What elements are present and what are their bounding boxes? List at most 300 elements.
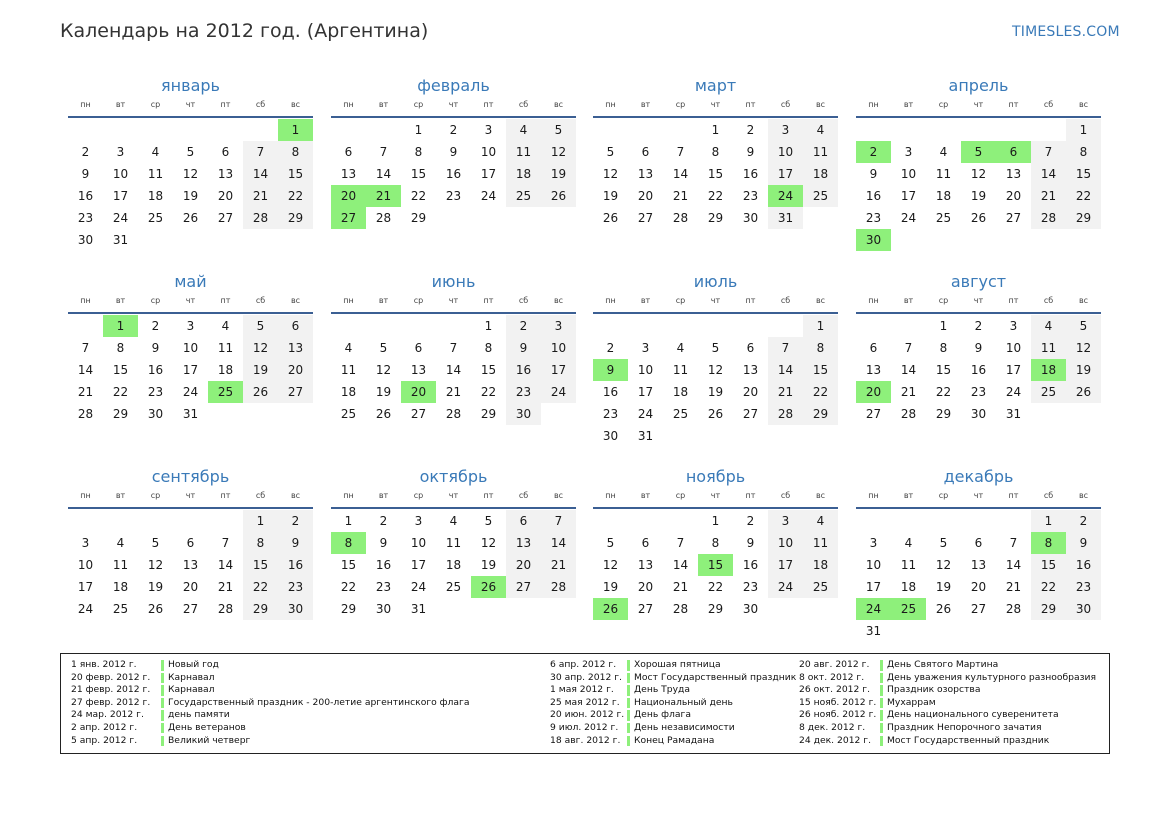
weekday-label: пт [483, 100, 494, 109]
day-cell: 15 [112, 363, 129, 377]
day-cell: 22 [707, 189, 724, 203]
month-2 [331, 76, 576, 266]
day-cell: 26 [541, 185, 576, 207]
day-cell: 12 [935, 558, 952, 572]
weekday-header [331, 491, 576, 503]
weekday-label: пт [745, 491, 756, 500]
day-cell: 1 [344, 514, 353, 528]
day-cell: 1 [803, 315, 838, 337]
day-cell: 23 [77, 211, 94, 225]
day-cell: 15 [1066, 163, 1101, 185]
weekday-label: вт [115, 296, 126, 305]
month-11 [593, 467, 838, 657]
day-cell: 26 [375, 407, 392, 421]
day-cell: 28 [243, 207, 278, 229]
weekday-header [331, 296, 576, 308]
day-cell: 11 [803, 141, 838, 163]
weekday-label: вс [1078, 100, 1089, 109]
day-cell: 6 [221, 145, 230, 159]
day-cell: 11 [506, 141, 541, 163]
day-cell: 21 [445, 385, 462, 399]
day-cell: 18 [935, 189, 952, 203]
day-cell: 20 [506, 554, 541, 576]
holiday-marker [161, 660, 164, 671]
weekday-label: вт [378, 100, 389, 109]
day-cell: 18 [900, 580, 917, 594]
holiday-day-cell: 26 [471, 576, 506, 598]
day-cell: 24 [900, 211, 917, 225]
day-cell: 6 [414, 341, 423, 355]
day-cell: 16 [970, 363, 987, 377]
holiday-date: 30 апр. 2012 г. [550, 671, 622, 683]
holiday-marker [880, 660, 883, 671]
day-cell: 18 [112, 580, 129, 594]
day-cell: 9 [1066, 532, 1101, 554]
holiday-marker [161, 736, 164, 747]
day-cell: 25 [803, 576, 838, 598]
day-cell: 23 [742, 580, 759, 594]
day-cell: 18 [803, 163, 838, 185]
weekday-label: чт [710, 296, 721, 305]
month-divider [68, 116, 313, 118]
day-cell: 12 [1066, 337, 1101, 359]
weekday-label: вс [815, 100, 826, 109]
day-cell: 13 [182, 558, 199, 572]
day-cell: 2 [449, 123, 458, 137]
day-cell: 10 [865, 558, 882, 572]
day-cell: 3 [904, 145, 913, 159]
weekday-label: чт [710, 491, 721, 500]
day-cell: 9 [151, 341, 160, 355]
holiday-marker [161, 698, 164, 709]
holiday-date: 21 февр. 2012 г. [71, 684, 151, 696]
day-cell: 25 [935, 211, 952, 225]
day-cell: 2 [151, 319, 160, 333]
day-cell: 9 [869, 167, 878, 181]
day-cell: 15 [278, 163, 313, 185]
day-cell: 20 [217, 189, 234, 203]
day-cell: 11 [672, 363, 689, 377]
holiday-date: 18 авг. 2012 г. [550, 734, 621, 746]
day-cell: 19 [707, 385, 724, 399]
month-3 [593, 76, 838, 266]
days-grid [856, 315, 1101, 447]
day-cell: 13 [217, 167, 234, 181]
day-cell: 8 [939, 341, 948, 355]
days-grid [331, 510, 576, 642]
holiday-date: 5 апр. 2012 г. [71, 734, 138, 746]
day-cell: 15 [340, 558, 357, 572]
day-cell: 6 [641, 145, 650, 159]
day-cell: 23 [865, 211, 882, 225]
day-cell: 16 [445, 167, 462, 181]
day-cell: 15 [707, 167, 724, 181]
day-cell: 17 [865, 580, 882, 594]
weekday-label: вт [640, 296, 651, 305]
holiday-name: Великий четверг [168, 734, 251, 746]
day-cell: 22 [935, 385, 952, 399]
holiday-date: 27 февр. 2012 г. [71, 696, 151, 708]
day-cell: 30 [375, 602, 392, 616]
month-name: август [950, 272, 1007, 291]
day-cell: 5 [1066, 315, 1101, 337]
day-cell: 31 [410, 602, 427, 616]
holiday-marker [880, 673, 883, 684]
day-cell: 25 [445, 580, 462, 594]
day-cell: 27 [1005, 211, 1022, 225]
day-cell: 29 [480, 407, 497, 421]
month-name: март [694, 76, 737, 95]
day-cell: 12 [707, 363, 724, 377]
holiday-name: День уважения культурного разнообразия [887, 671, 1097, 683]
day-cell: 7 [243, 141, 278, 163]
day-cell: 1 [1066, 119, 1101, 141]
weekday-label: вс [290, 100, 301, 109]
day-cell: 11 [445, 536, 462, 550]
weekday-label: сб [1043, 491, 1054, 500]
day-cell: 17 [480, 167, 497, 181]
day-cell: 12 [480, 536, 497, 550]
month-name: сентябрь [151, 467, 230, 486]
day-cell: 14 [77, 363, 94, 377]
day-cell: 31 [865, 624, 882, 638]
month-divider [68, 507, 313, 509]
month-10 [331, 467, 576, 657]
weekday-label: вс [553, 100, 564, 109]
day-cell: 28 [375, 211, 392, 225]
weekday-label: пн [868, 100, 879, 109]
weekday-label: сб [780, 491, 791, 500]
day-cell: 13 [865, 363, 882, 377]
day-cell: 28 [217, 602, 234, 616]
day-cell: 14 [1005, 558, 1022, 572]
weekday-label: чт [185, 100, 196, 109]
day-cell: 30 [147, 407, 164, 421]
holiday-date: 20 авг. 2012 г. [799, 659, 870, 670]
day-cell: 30 [742, 602, 759, 616]
holiday-day-cell: 15 [698, 554, 733, 576]
holiday-date: 9 июл. 2012 г. [550, 721, 619, 733]
day-cell: 9 [449, 145, 458, 159]
day-cell: 28 [541, 576, 576, 598]
holiday-marker [161, 685, 164, 696]
day-cell: 31 [112, 233, 129, 247]
day-cell: 21 [541, 554, 576, 576]
day-cell: 29 [935, 407, 952, 421]
weekday-label: вс [290, 491, 301, 500]
day-cell: 15 [410, 167, 427, 181]
holiday-date: 24 дек. 2012 г. [799, 734, 872, 746]
weekday-label: вс [553, 491, 564, 500]
holiday-name: Карнавал [168, 671, 215, 683]
page-title: Календарь на 2012 год. (Аргентина) [60, 20, 429, 42]
days-grid [856, 510, 1101, 642]
day-cell: 4 [939, 145, 948, 159]
day-cell: 29 [1031, 598, 1066, 620]
holiday-name: День ветеранов [168, 721, 246, 733]
day-cell: 28 [768, 403, 803, 425]
month-7 [593, 272, 838, 462]
day-cell: 16 [77, 189, 94, 203]
day-cell: 19 [243, 359, 278, 381]
weekday-label: пт [1008, 296, 1019, 305]
weekday-label: вс [1078, 296, 1089, 305]
month-divider [331, 312, 576, 314]
day-cell: 10 [112, 167, 129, 181]
day-cell: 19 [935, 580, 952, 594]
holiday-day-cell: 1 [278, 119, 313, 141]
weekday-header [68, 491, 313, 503]
holiday-day-cell: 2 [856, 141, 891, 163]
day-cell: 8 [711, 536, 720, 550]
day-cell: 6 [506, 510, 541, 532]
day-cell: 8 [278, 141, 313, 163]
holiday-date: 8 окт. 2012 г. [799, 671, 865, 683]
month-divider [856, 116, 1101, 118]
day-cell: 12 [182, 167, 199, 181]
day-cell: 22 [340, 580, 357, 594]
weekday-label: пт [220, 296, 231, 305]
day-cell: 16 [602, 385, 619, 399]
day-cell: 2 [81, 145, 90, 159]
day-cell: 29 [278, 207, 313, 229]
day-cell: 29 [243, 598, 278, 620]
day-cell: 20 [637, 580, 654, 594]
day-cell: 17 [637, 385, 654, 399]
day-cell: 31 [182, 407, 199, 421]
day-cell: 15 [803, 359, 838, 381]
weekday-label: сб [1043, 296, 1054, 305]
day-cell: 14 [541, 532, 576, 554]
day-cell: 1 [711, 123, 720, 137]
day-cell: 16 [1066, 554, 1101, 576]
day-cell: 24 [1005, 385, 1022, 399]
month-divider [68, 312, 313, 314]
holiday-name: Государственный праздник - 200-летие аргентинского флага [168, 696, 470, 708]
day-cell: 11 [112, 558, 129, 572]
day-cell: 18 [340, 385, 357, 399]
month-name: февраль [417, 76, 490, 95]
day-cell: 30 [602, 429, 619, 443]
day-cell: 11 [147, 167, 164, 181]
day-cell: 6 [186, 536, 195, 550]
holiday-date: 8 дек. 2012 г. [799, 721, 866, 733]
day-cell: 25 [803, 185, 838, 207]
day-cell: 17 [900, 189, 917, 203]
day-cell: 13 [1005, 167, 1022, 181]
day-cell: 29 [803, 403, 838, 425]
day-cell: 8 [484, 341, 493, 355]
day-cell: 11 [803, 532, 838, 554]
holiday-name: Карнавал [168, 684, 215, 696]
day-cell: 27 [278, 381, 313, 403]
day-cell: 24 [112, 211, 129, 225]
day-cell: 27 [410, 407, 427, 421]
day-cell: 9 [746, 536, 755, 550]
day-cell: 5 [939, 536, 948, 550]
day-cell: 30 [77, 233, 94, 247]
day-cell: 4 [116, 536, 125, 550]
day-cell: 17 [541, 359, 576, 381]
day-cell: 13 [637, 558, 654, 572]
weekday-label: чт [973, 491, 984, 500]
day-cell: 24 [768, 576, 803, 598]
weekday-label: чт [448, 296, 459, 305]
days-grid [331, 119, 576, 251]
day-cell: 22 [803, 381, 838, 403]
holiday-day-cell: 6 [996, 141, 1031, 163]
holiday-day-cell: 24 [856, 598, 891, 620]
day-cell: 13 [278, 337, 313, 359]
weekday-label: пн [80, 100, 91, 109]
day-cell: 3 [768, 510, 803, 532]
weekday-label: ср [938, 491, 949, 500]
day-cell: 30 [1066, 598, 1101, 620]
holiday-day-cell: 5 [961, 141, 996, 163]
weekday-label: пн [605, 100, 616, 109]
weekday-label: чт [448, 100, 459, 109]
day-cell: 23 [375, 580, 392, 594]
day-cell: 31 [637, 429, 654, 443]
holiday-day-cell: 20 [856, 381, 891, 403]
holiday-day-cell: 1 [103, 315, 138, 337]
day-cell: 4 [1031, 315, 1066, 337]
day-cell: 10 [900, 167, 917, 181]
day-cell: 27 [970, 602, 987, 616]
day-cell: 26 [602, 211, 619, 225]
holiday-day-cell: 30 [856, 229, 891, 251]
day-cell: 17 [768, 554, 803, 576]
weekday-label: пн [343, 491, 354, 500]
holiday-day-cell: 20 [331, 185, 366, 207]
day-cell: 14 [217, 558, 234, 572]
day-cell: 7 [379, 145, 388, 159]
day-cell: 22 [1066, 185, 1101, 207]
days-grid [593, 315, 838, 447]
day-cell: 23 [278, 576, 313, 598]
day-cell: 29 [707, 602, 724, 616]
day-cell: 20 [182, 580, 199, 594]
day-cell: 4 [803, 510, 838, 532]
holiday-marker [627, 736, 630, 747]
day-cell: 21 [1005, 580, 1022, 594]
day-cell: 17 [182, 363, 199, 377]
weekday-label: сб [780, 296, 791, 305]
brand-link[interactable]: TIMESLES.COM [1012, 24, 1120, 40]
weekday-label: вт [115, 100, 126, 109]
day-cell: 13 [742, 363, 759, 377]
day-cell: 4 [506, 119, 541, 141]
day-cell: 8 [1066, 141, 1101, 163]
holiday-name: Мост Государственный праздник [887, 734, 1050, 746]
days-grid [593, 510, 838, 642]
day-cell: 3 [484, 123, 493, 137]
day-cell: 18 [506, 163, 541, 185]
day-cell: 24 [182, 385, 199, 399]
day-cell: 16 [865, 189, 882, 203]
weekday-label: вс [553, 296, 564, 305]
month-name: апрель [948, 76, 1009, 95]
day-cell: 5 [606, 536, 615, 550]
day-cell: 24 [541, 381, 576, 403]
day-cell: 7 [1031, 141, 1066, 163]
day-cell: 5 [541, 119, 576, 141]
holiday-day-cell: 20 [401, 381, 436, 403]
day-cell: 23 [742, 189, 759, 203]
day-cell: 21 [243, 185, 278, 207]
days-grid [68, 119, 313, 251]
day-cell: 24 [480, 189, 497, 203]
holiday-marker [880, 736, 883, 747]
weekday-header [856, 491, 1101, 503]
day-cell: 10 [768, 141, 803, 163]
holiday-day-cell: 26 [593, 598, 628, 620]
day-cell: 16 [278, 554, 313, 576]
day-cell: 22 [278, 185, 313, 207]
weekday-label: пт [220, 100, 231, 109]
day-cell: 23 [1066, 576, 1101, 598]
weekday-label: ср [675, 296, 686, 305]
day-cell: 26 [707, 407, 724, 421]
weekday-label: вт [640, 491, 651, 500]
weekday-label: ср [413, 491, 424, 500]
day-cell: 11 [217, 341, 234, 355]
month-4 [856, 76, 1101, 266]
days-grid [68, 315, 313, 447]
day-cell: 30 [970, 407, 987, 421]
month-name: июнь [431, 272, 476, 291]
day-cell: 3 [869, 536, 878, 550]
weekday-label: пт [1008, 100, 1019, 109]
day-cell: 1 [939, 319, 948, 333]
day-cell: 12 [970, 167, 987, 181]
day-cell: 17 [112, 189, 129, 203]
day-cell: 10 [1005, 341, 1022, 355]
weekday-label: пн [343, 100, 354, 109]
day-cell: 14 [375, 167, 392, 181]
month-1 [68, 76, 313, 266]
day-cell: 30 [742, 211, 759, 225]
day-cell: 21 [1031, 185, 1066, 207]
month-name: ноябрь [685, 467, 746, 486]
weekday-label: пт [483, 296, 494, 305]
day-cell: 3 [641, 341, 650, 355]
holiday-marker [627, 685, 630, 696]
weekday-label: пн [868, 491, 879, 500]
day-cell: 31 [1005, 407, 1022, 421]
weekday-label: вт [378, 491, 389, 500]
day-cell: 14 [672, 558, 689, 572]
day-cell: 8 [711, 145, 720, 159]
weekday-label: ср [675, 100, 686, 109]
day-cell: 4 [676, 341, 685, 355]
holiday-name: Конец Рамадана [634, 734, 715, 746]
holiday-date: 26 окт. 2012 г. [799, 684, 871, 696]
day-cell: 4 [904, 536, 913, 550]
day-cell: 27 [506, 576, 541, 598]
day-cell: 3 [116, 145, 125, 159]
weekday-label: пт [483, 491, 494, 500]
weekday-label: вт [640, 100, 651, 109]
day-cell: 5 [484, 514, 493, 528]
day-cell: 9 [81, 167, 90, 181]
day-cell: 22 [243, 576, 278, 598]
day-cell: 26 [182, 211, 199, 225]
day-cell: 3 [1009, 319, 1018, 333]
weekday-label: ср [675, 491, 686, 500]
day-cell: 25 [506, 185, 541, 207]
day-cell: 12 [375, 363, 392, 377]
